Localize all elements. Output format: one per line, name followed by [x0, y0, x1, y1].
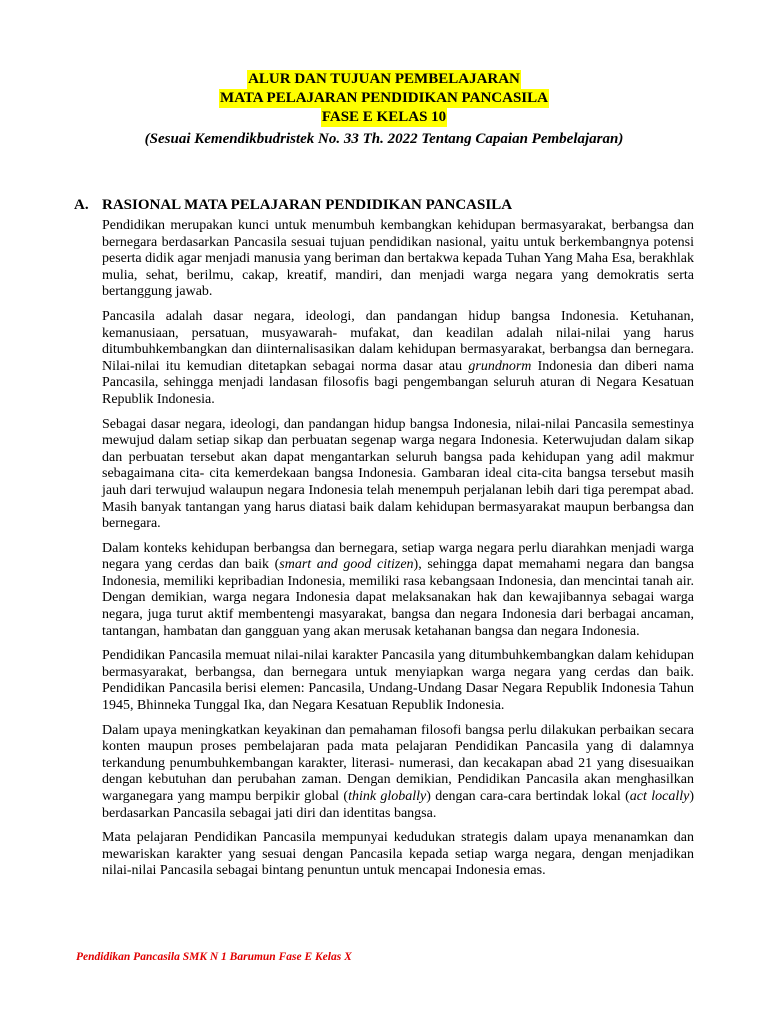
title-line-1: ALUR DAN TUJUAN PEMBELAJARAN: [248, 71, 520, 87]
paragraph-4-text-b: ), sehingga dapat memahami negara dan bangsa Indonesia, memiliki kepribadian Indonesia, memiliki rasa kebangsaan Indonesia, dan mencintai tanah air. Dengan demikian, warga negara Indonesia dapat melaksanakan hak dan kewajibannya sebagai warga negara, juga turut aktif membentengi masyarakat, bangsa dan negara Indonesia dari berbagai ancaman, tantangan, hambatan dan gangguan yang akan merusak ketahanan bangsa dan negara Indonesia.: [102, 557, 695, 639]
paragraph-6: [102, 723, 694, 823]
section-letter: A.: [74, 197, 89, 213]
section-body: [102, 218, 694, 888]
paragraph-2: [102, 309, 694, 409]
paragraph-4-text-a: Dalam konteks kehidupan berbangsa dan bernegara, setiap warga negara perlu diarahkan menjadi warga negara yang cerdas dan baik (: [102, 540, 694, 573]
paragraph-3: Sebagai dasar negara, ideologi, dan pandangan hidup bangsa Indonesia, nilai-nilai Pancasila semestinya mewujud dalam setiap sikap dan perbuatan segenap warga negara Indonesia. Keterwujudan dalam sikap dan perbuatan tersebut akan dapat mengantarkan seluruh bangsa pada kehidupan yang adil makmur sebagaimana cita- cita kemerdekaan bangsa Indonesia. Gambaran ideal cita-cita bangsa tersebut masih jauh dari terwujud walaupun negara Indonesia telah menempuh perjalanan lebih dari tiga perempat abad. Masih banyak tantangan yang harus diatasi baik dalam kehidupan bermasyarakat maupun berbangsa dan bernegara.: [102, 416, 694, 532]
paragraph-4-italic: smart and good citizen: [279, 557, 414, 573]
paragraph-5: Pendidikan Pancasila memuat nilai-nilai karakter Pancasila yang ditumbuhkembangkan dalam kehidupan bermasyarakat, berbangsa, dan bernegara untuk menyiapkan warga negara yang cerdas dan baik. Pendidikan Pancasila berisi elemen: Pancasila, Undang-Undang Dasar Negara Republik Indonesia Tahun 1945, Bhinneka Tunggal Ika, dan Negara Kesatuan Republik Indonesia.: [102, 648, 694, 714]
paragraph-1: Pendidikan merupakan kunci untuk menumbuh kembangkan kehidupan bermasyarakat, berbangsa dan bernegara berdasarkan Pancasila sesuai tujuan pendidikan nasional, yaitu untuk berkembangnya potensi peserta didik agar menjadi manusia yang beriman dan bertakwa kepada Tuhan Yang Maha Esa, berakhlak mulia, sehat, berilmu, cakap, kreatif, mandiri, dan menjadi warga negara yang demokratis serta bertanggung jawab.: [102, 218, 694, 300]
page-footer: Pendidikan Pancasila SMK N 1 Barumun Fase E Kelas X: [76, 951, 352, 963]
paragraph-2-italic: grundnorm: [468, 358, 532, 374]
paragraph-2-text-a: Pancasila adalah dasar negara, ideologi, dan pandangan hidup bangsa Indonesia. Ketuhanan, kemanusiaan, persatuan, musyawarah- mufakat, dan keadilan adalah nilai-nilai yang harus ditumbuhkembangkan dan diinternalisasikan dalam kehidupan bermasyarakat, berbangsa dan bernegara. Nilai-nilai itu kemudian ditetapkan sebagai norma dasar atau: [102, 308, 694, 374]
document-header: [0, 70, 768, 148]
title-line-3: FASE E KELAS 10: [321, 109, 447, 125]
document-subtitle: (Sesuai Kemendikbudristek No. 33 Th. 2022 Tentang Capaian Pembelajaran): [144, 131, 624, 147]
paragraph-2-text-b: Indonesia dan diberi nama Pancasila, sehingga menjadi landasan filosofis bagi pengembangan seluruh aturan di Negara Kesatuan Republik Indonesia.: [102, 358, 694, 407]
title-line-2: MATA PELAJARAN PENDIDIKAN PANCASILA: [220, 90, 548, 106]
section-title: RASIONAL MATA PELAJARAN PENDIDIKAN PANCASILA: [102, 197, 513, 213]
paragraph-7: Mata pelajaran Pendidikan Pancasila mempunyai kedudukan strategis dalam upaya menanamkan dan mewariskan karakter yang sesuai dengan Pancasila kepada setiap warga negara, dengan menjadikan nilai-nilai Pancasila sebagai bintang penuntun untuk mencapai Indonesia emas.: [102, 830, 694, 879]
paragraph-6-text-c: ) berdasarkan Pancasila sebagai jati diri dan identitas bangsa.: [102, 789, 694, 821]
paragraph-6-text-b: ) dengan cara-cara bertindak lokal (: [426, 789, 630, 804]
section-heading: [74, 195, 512, 215]
paragraph-6-italic-2: act locally: [629, 789, 690, 804]
paragraph-6-text-a: Dalam upaya meningkatkan keyakinan dan pemahaman filosofi bangsa perlu dilakukan perbaikan secara konten maupun proses pembelajaran pada mata pelajaran Pendidikan Pancasila yang di dalamnya terkandung penumbuhkembangan karakter, literasi- numerasi, dan kecakapan abad 21 yang disesuaikan dengan kebutuhan dan perubahan zaman. Dengan demikian, Pendidikan Pancasila akan menghasilkan warganegara yang mampu berpikir global (: [102, 722, 694, 804]
paragraph-6-italic-1: think globally: [348, 789, 427, 804]
paragraph-4: [102, 541, 694, 641]
